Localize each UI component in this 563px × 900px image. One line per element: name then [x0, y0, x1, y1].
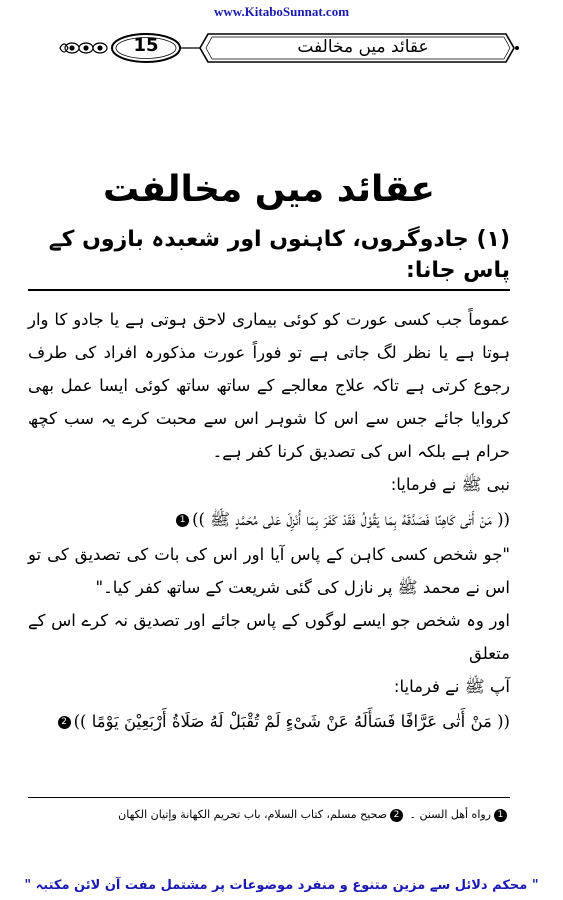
footnote-divider [28, 797, 510, 798]
page-number: 15 [133, 35, 159, 56]
site-url[interactable]: www.KitaboSunnat.com [213, 4, 350, 19]
hadith2-intro: آپ ﷺ نے فرمایا: [393, 676, 510, 696]
hadith1-translation: "جو شخص کسی کاہن کے پاس آیا اور اس کی بات کی تصدیق کی تو اس نے محمد ﷺ پر نازل کی گئی شریعت کے ساتھ کفر کیا۔" [28, 544, 510, 597]
body-paragraph: عموماً جب کسی عورت کو کوئی بیماری لاحق ہوتی ہے یا جادو کا وار ہوتا ہے یا نظر لگ جاتی ہے تو فوراً عورت مذکورہ افراد کی طرف رجوع کرتی ہے تاکہ علاج معالجے کے ساتھ ساتھ کوئی ایسا عمل بھی کروایا جائے جس سے اس کا شوہر اس سے محبت کرے یہ سب کچھ حرام ہے بلکہ اس کی تصدیق کرنا کفر ہے۔ [28, 309, 510, 461]
footnote-marker-2[interactable]: 2 [58, 716, 71, 729]
page-content [28, 168, 510, 740]
header-title: عقائد میں مخالفت [297, 37, 429, 57]
page-header [58, 30, 520, 66]
footnote-marker-1[interactable]: 1 [176, 514, 189, 527]
hadith1-arabic [28, 503, 510, 536]
footnote-1-marker: 1 [494, 809, 507, 822]
section-heading: (۱) جادوگروں، کاہنوں اور شعبدہ بازوں کے پاس جانا: [28, 225, 510, 291]
hadith2-arabic-text: (( مَنْ أَتٰی عَرَّافًا فَسَأَلَهُ عَنْ شَیْءٍ لَمْ تُقْبَلْ لَهُ صَلَاةُ أَرْبَعِیْنَ یَوْمًا )) [73, 711, 510, 731]
footnote-2-text: صحیح مسلم، کتاب السلام، باب تحریم الکهانة وإتیان الکهان [118, 808, 388, 821]
footnotes [28, 806, 510, 824]
footnote-2-marker: 2 [390, 809, 403, 822]
hadith1-arabic-text: (( مَنْ أَتٰی کَاهِنًا فَصَدَّقَهُ بِمَا یَقُوْلُ فَقَدْ کَفَرَ بِمَا أُنْزِلَ عَلٰی مُحَمَّدٍ ﷺ )) [192, 509, 510, 529]
connector-text: اور وہ شخص جو ایسے لوگوں کے پاس جائے اور تصدیق نہ کرے اس کے متعلق [28, 610, 510, 663]
footnote-1-text: رواه أهل السنن ۔ [409, 808, 491, 821]
hadith1-intro: نبی ﷺ نے فرمایا: [390, 474, 510, 494]
bottom-banner: " محکم دلائل سے مزین متنوع و منفرد موضوعات پر مشتمل مفت آن لائن مکتبہ " [24, 878, 539, 893]
hadith2-arabic [28, 705, 510, 738]
main-title: عقائد میں مخالفت [102, 169, 436, 210]
